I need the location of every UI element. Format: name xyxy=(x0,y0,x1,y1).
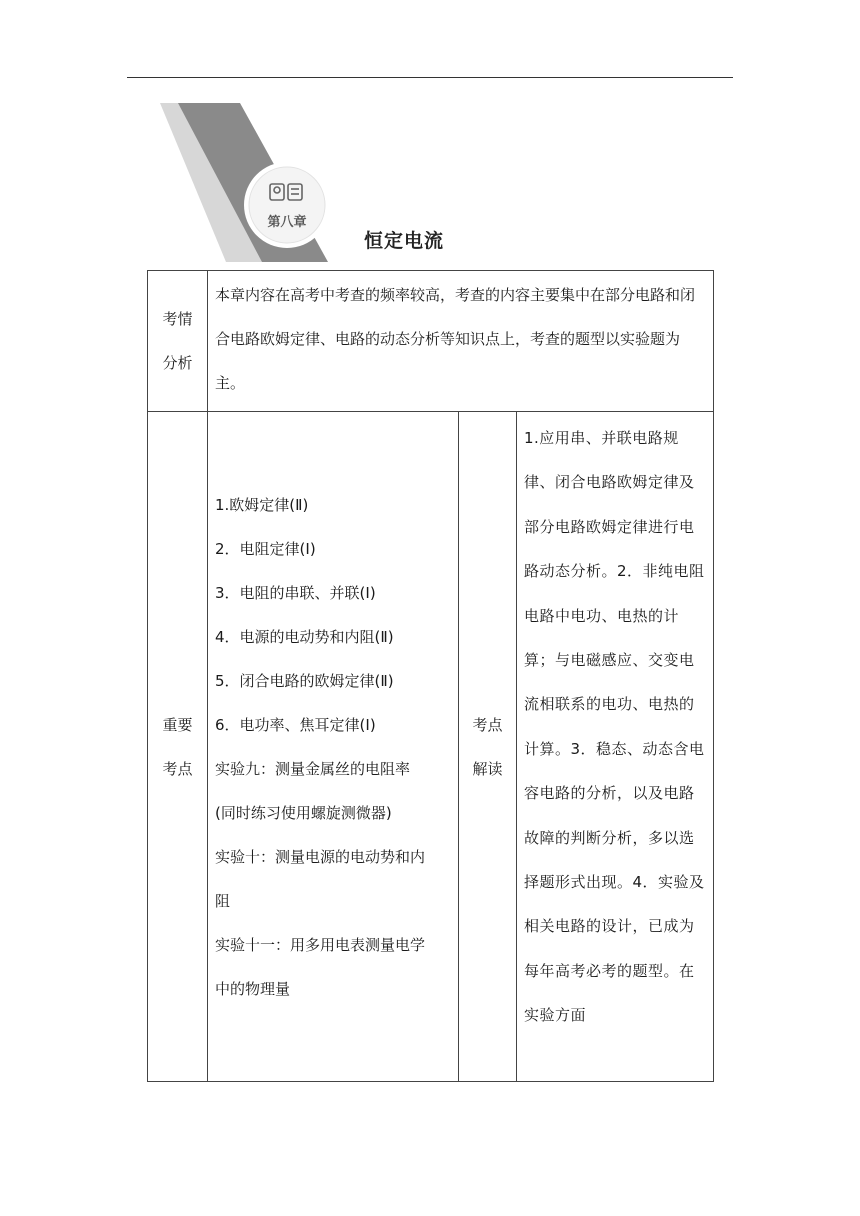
key-points-list xyxy=(208,412,459,1082)
top-rule xyxy=(127,77,733,78)
analysis-row xyxy=(148,271,714,412)
list-item: 实验十：测量电源的电动势和内 xyxy=(215,847,426,866)
list-item: 6．电功率、焦耳定律(Ⅰ) xyxy=(215,715,376,734)
list-item: 实验九：测量金属丝的电阻率 xyxy=(215,759,411,778)
overview-table xyxy=(147,270,714,1082)
list-item: 2．电阻定律(Ⅰ) xyxy=(215,539,316,558)
list-item: 中的物理量 xyxy=(215,979,291,998)
key-points-label: 重要 考点 xyxy=(148,412,208,1082)
list-item: 5．闭合电路的欧姆定律(Ⅱ) xyxy=(215,671,394,690)
key-points-row xyxy=(148,412,714,1082)
list-item: 1.欧姆定律(Ⅱ) xyxy=(215,495,309,514)
list-item: 阻 xyxy=(215,891,231,910)
chapter-title: 恒定电流 xyxy=(364,230,445,252)
list-item: 4．电源的电动势和内阻(Ⅱ) xyxy=(215,627,394,646)
list-item: 实验十一：用多用电表测量电学 xyxy=(215,935,426,954)
chapter-badge: 第八章 xyxy=(267,215,307,230)
reading-label: 考点 解读 xyxy=(459,412,517,1082)
list-item: 3．电阻的串联、并联(Ⅰ) xyxy=(215,583,376,602)
analysis-text: 本章内容在高考中考查的频率较高，考查的内容主要集中在部分电路和闭合电路欧姆定律、电路的动态分析等知识点上，考查的题型以实验题为主。 xyxy=(208,271,714,412)
list-item: (同时练习使用螺旋测微器) xyxy=(215,803,392,822)
reading-text: 1.应用串、并联电路规律、闭合电路欧姆定律及部分电路欧姆定律进行电路动态分析。2．非纯电阻电路中电功、电热的计算；与电磁感应、交变电流相联系的电功、电热的计算。3．稳态、动态含电容电路的分析，以及电路故障的判断分析，多以选择题形式出现。4．实验及相关电路的设计，已成为每年高考必考的题型。在实验方面 xyxy=(517,412,714,1082)
analysis-label: 考情 分析 xyxy=(148,271,208,412)
